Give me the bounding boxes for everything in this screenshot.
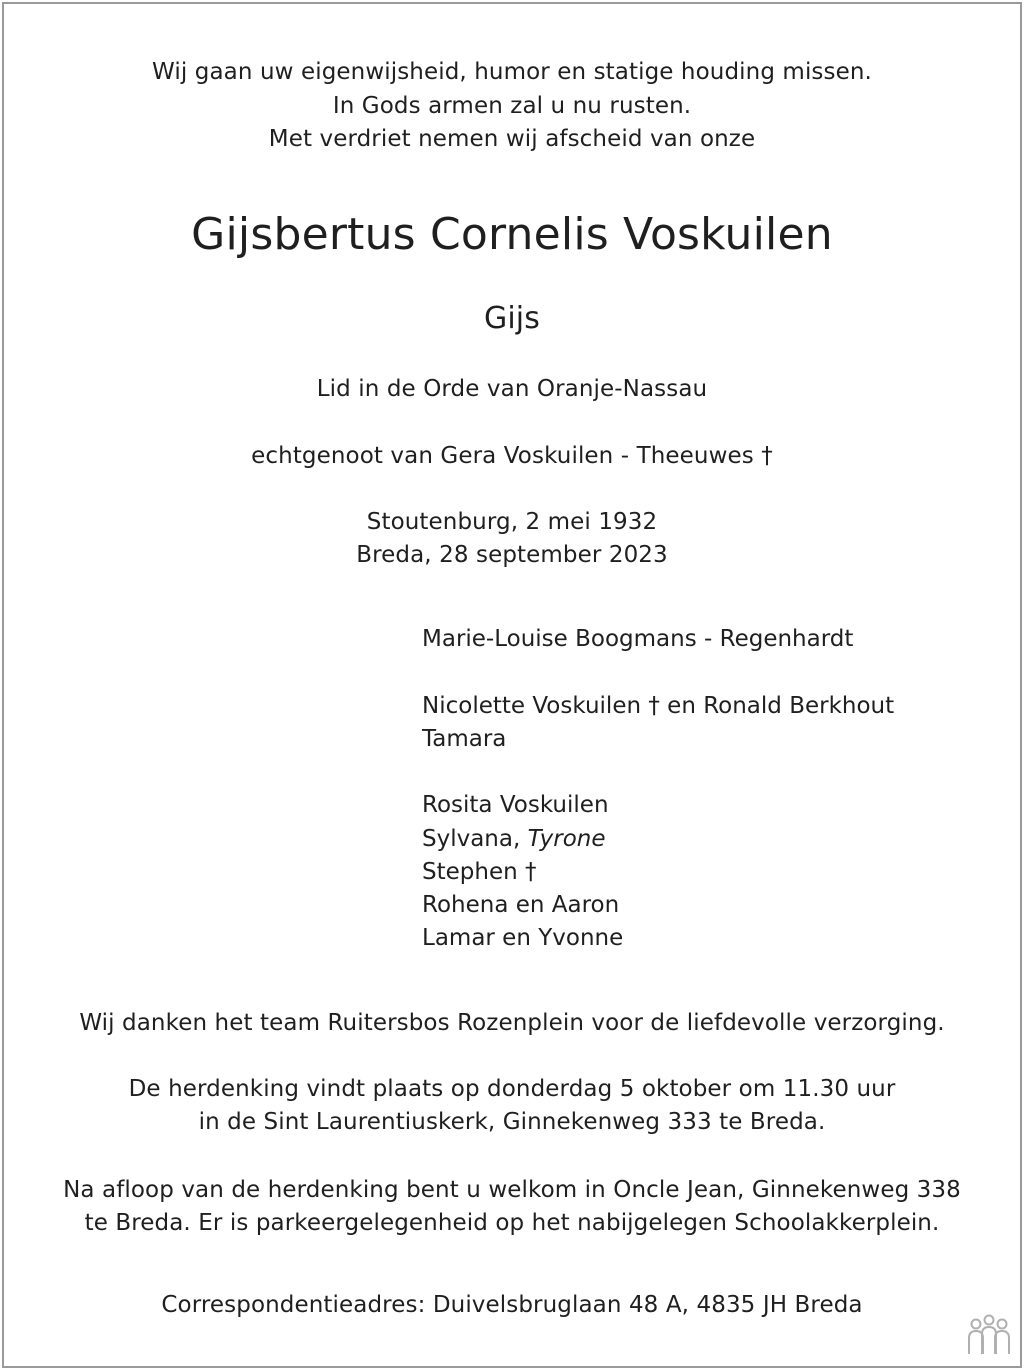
- family-line-8: Lamar en Yvonne: [422, 925, 624, 951]
- family-line-5-name: Sylvana,: [422, 826, 521, 852]
- after-line-1: Na afloop van de herdenking bent u welkom in Oncle Jean, Ginnekenweg 338: [63, 1177, 961, 1203]
- announcement-border: [2, 2, 1022, 1368]
- family-line-4: Rosita Voskuilen: [422, 792, 609, 818]
- deceased-nickname: Gijs: [484, 301, 540, 336]
- family-line-5-partner: Tyrone: [527, 826, 606, 852]
- family-line-3: Tamara: [422, 726, 507, 752]
- death-line: Breda, 28 september 2023: [356, 542, 668, 568]
- deceased-name: Gijsbertus Cornelis Voskuilen: [191, 209, 833, 260]
- family-line-7: Rohena en Aaron: [422, 892, 620, 918]
- spouse-line: echtgenoot van Gera Voskuilen - Theeuwes †: [251, 443, 773, 469]
- intro-line-1: Wij gaan uw eigenwijsheid, humor en statige houding missen.: [152, 59, 872, 85]
- family-people-icon: [966, 1314, 1012, 1358]
- family-line-5: [422, 824, 606, 854]
- service-line-2: in de Sint Laurentiuskerk, Ginnekenweg 333 te Breda.: [198, 1109, 826, 1135]
- correspondence-line: Correspondentieadres: Duivelsbruglaan 48 A, 4835 JH Breda: [161, 1292, 863, 1318]
- family-line-2: Nicolette Voskuilen † en Ronald Berkhout: [422, 693, 895, 719]
- after-line-2: te Breda. Er is parkeergelegenheid op het nabijgelegen Schoolakkerplein.: [84, 1210, 940, 1236]
- intro-line-2: In Gods armen zal u nu rusten.: [332, 93, 692, 119]
- birth-line: Stoutenburg, 2 mei 1932: [366, 509, 658, 535]
- family-line-1: Marie-Louise Boogmans - Regenhardt: [422, 626, 854, 652]
- intro-line-3: Met verdriet nemen wij afscheid van onze: [268, 126, 756, 152]
- honour-line: Lid in de Orde van Oranje-Nassau: [316, 376, 708, 402]
- family-line-6: Stephen †: [422, 859, 537, 885]
- service-line-1: De herdenking vindt plaats op donderdag 5 oktober om 11.30 uur: [128, 1076, 896, 1102]
- thanks-line: Wij danken het team Ruitersbos Rozenplein voor de liefdevolle verzorging.: [79, 1010, 945, 1036]
